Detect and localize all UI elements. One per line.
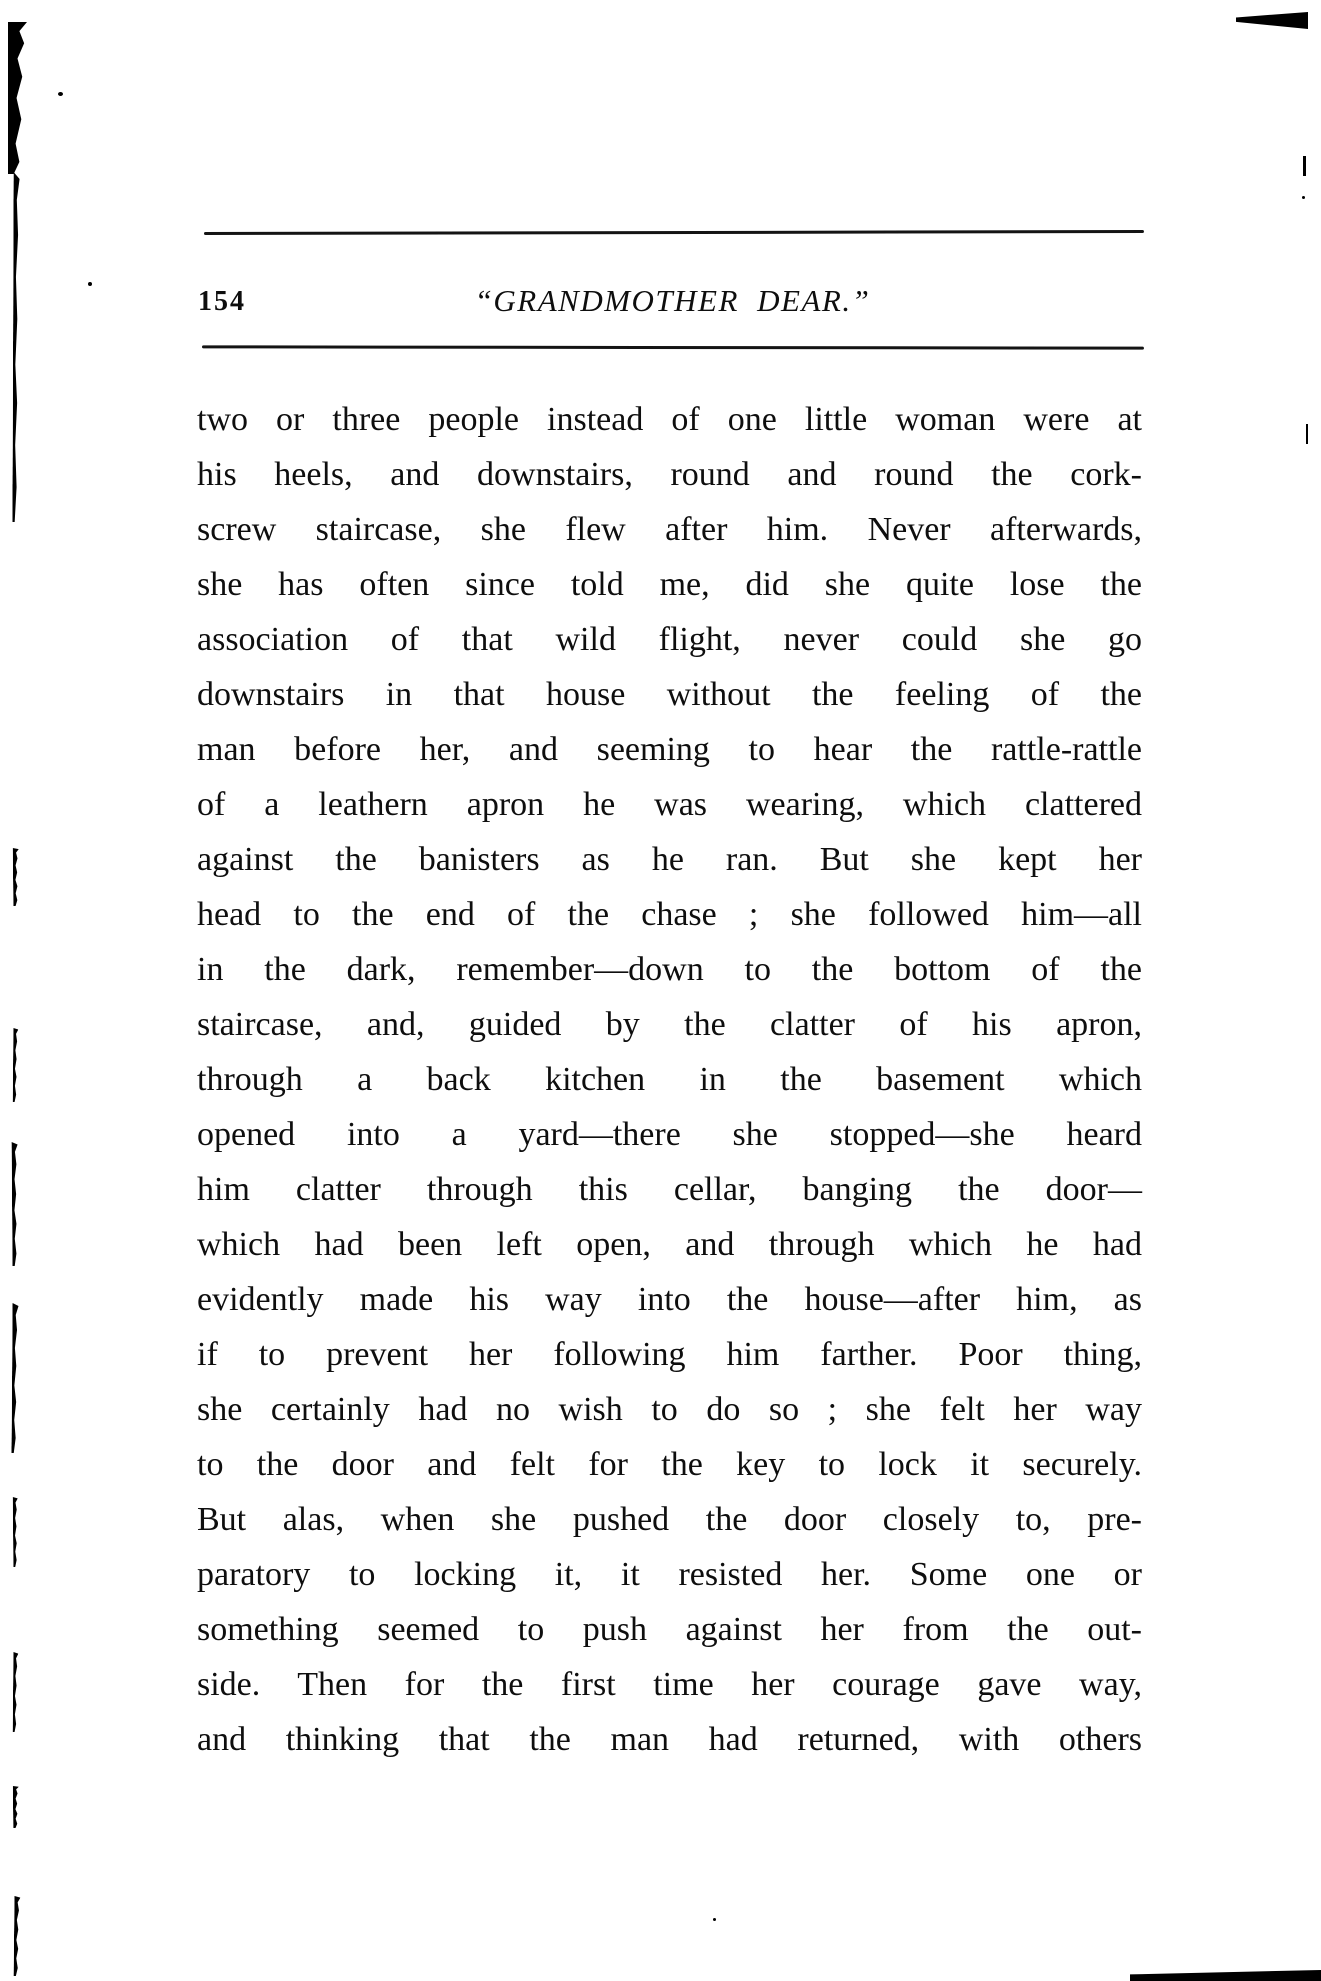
- scan-artifact-speck: [713, 1918, 716, 1921]
- text-line: screw staircase, she flew after him. Never afterwards,: [197, 511, 1142, 548]
- scan-artifact-corner-wedge: [1236, 12, 1308, 29]
- text-line: if to prevent her following him farther. Poor thing,: [197, 1336, 1142, 1373]
- scan-artifact-tick: [1303, 156, 1306, 176]
- scan-artifact-tick: [1306, 424, 1308, 444]
- text-line: something seemed to push against her from the out-: [197, 1611, 1142, 1648]
- text-line: in the dark, remember—down to the bottom of the: [197, 951, 1142, 988]
- text-line: man before her, and seeming to hear the rattle-rattle: [197, 731, 1142, 768]
- scan-artifact-binding-mark: [11, 1303, 18, 1453]
- running-header-title: “GRANDMOTHER DEAR.”: [474, 283, 871, 318]
- scan-artifact-binding-mark: [13, 1786, 19, 1828]
- scan-artifact-bottom-bar: [1130, 1970, 1321, 1981]
- page-number: 154: [198, 286, 246, 317]
- scan-artifact-binding-mark: [12, 172, 19, 522]
- scan-artifact-binding-mark: [13, 1028, 19, 1102]
- page-body: [197, 392, 1142, 1767]
- header-rule-bottom: [202, 345, 1144, 349]
- text-line: which had been left open, and through which he had: [197, 1226, 1142, 1263]
- scan-artifact-speck: [88, 282, 92, 286]
- text-line: his heels, and downstairs, round and round the cork-: [197, 456, 1142, 493]
- scan-artifact-binding-mark: [13, 848, 20, 906]
- text-line: of a leathern apron he was wearing, which clattered: [197, 786, 1142, 823]
- text-line: him clatter through this cellar, banging the door—: [197, 1171, 1142, 1208]
- text-line: and thinking that the man had returned, with others: [197, 1721, 1142, 1758]
- text-line: downstairs in that house without the feeling of the: [197, 676, 1142, 713]
- scan-artifact-binding-mark: [12, 1142, 19, 1266]
- scan-artifact-binding-mark: [14, 1896, 21, 1976]
- scan-artifact-speck: [58, 92, 63, 96]
- text-line: two or three people instead of one little woman were at: [197, 401, 1142, 438]
- text-line: association of that wild flight, never could she go: [197, 621, 1142, 658]
- text-line: she has often since told me, did she quite lose the: [197, 566, 1142, 603]
- text-line: through a back kitchen in the basement which: [197, 1061, 1142, 1098]
- text-line: paratory to locking it, it resisted her. Some one or: [197, 1556, 1142, 1593]
- header-rule-top: [204, 230, 1144, 235]
- scan-artifact-binding-blob: [8, 22, 27, 174]
- text-line: But alas, when she pushed the door closely to, pre-: [197, 1501, 1142, 1538]
- text-line: evidently made his way into the house—after him, as: [197, 1281, 1142, 1318]
- text-line: side. Then for the first time her courage gave way,: [197, 1666, 1142, 1703]
- text-line: opened into a yard—there she stopped—she heard: [197, 1116, 1142, 1153]
- text-line: she certainly had no wish to do so ; she felt her way: [197, 1391, 1142, 1428]
- text-line: against the banisters as he ran. But she kept her: [197, 841, 1142, 878]
- scan-artifact-binding-mark: [13, 1497, 19, 1567]
- text-line: staircase, and, guided by the clatter of his apron,: [197, 1006, 1142, 1043]
- scan-artifact-speck: [1302, 196, 1305, 199]
- text-line: head to the end of the chase ; she followed him—all: [197, 896, 1142, 933]
- text-line: to the door and felt for the key to lock it securely.: [197, 1446, 1142, 1483]
- scan-artifact-binding-mark: [13, 1652, 19, 1732]
